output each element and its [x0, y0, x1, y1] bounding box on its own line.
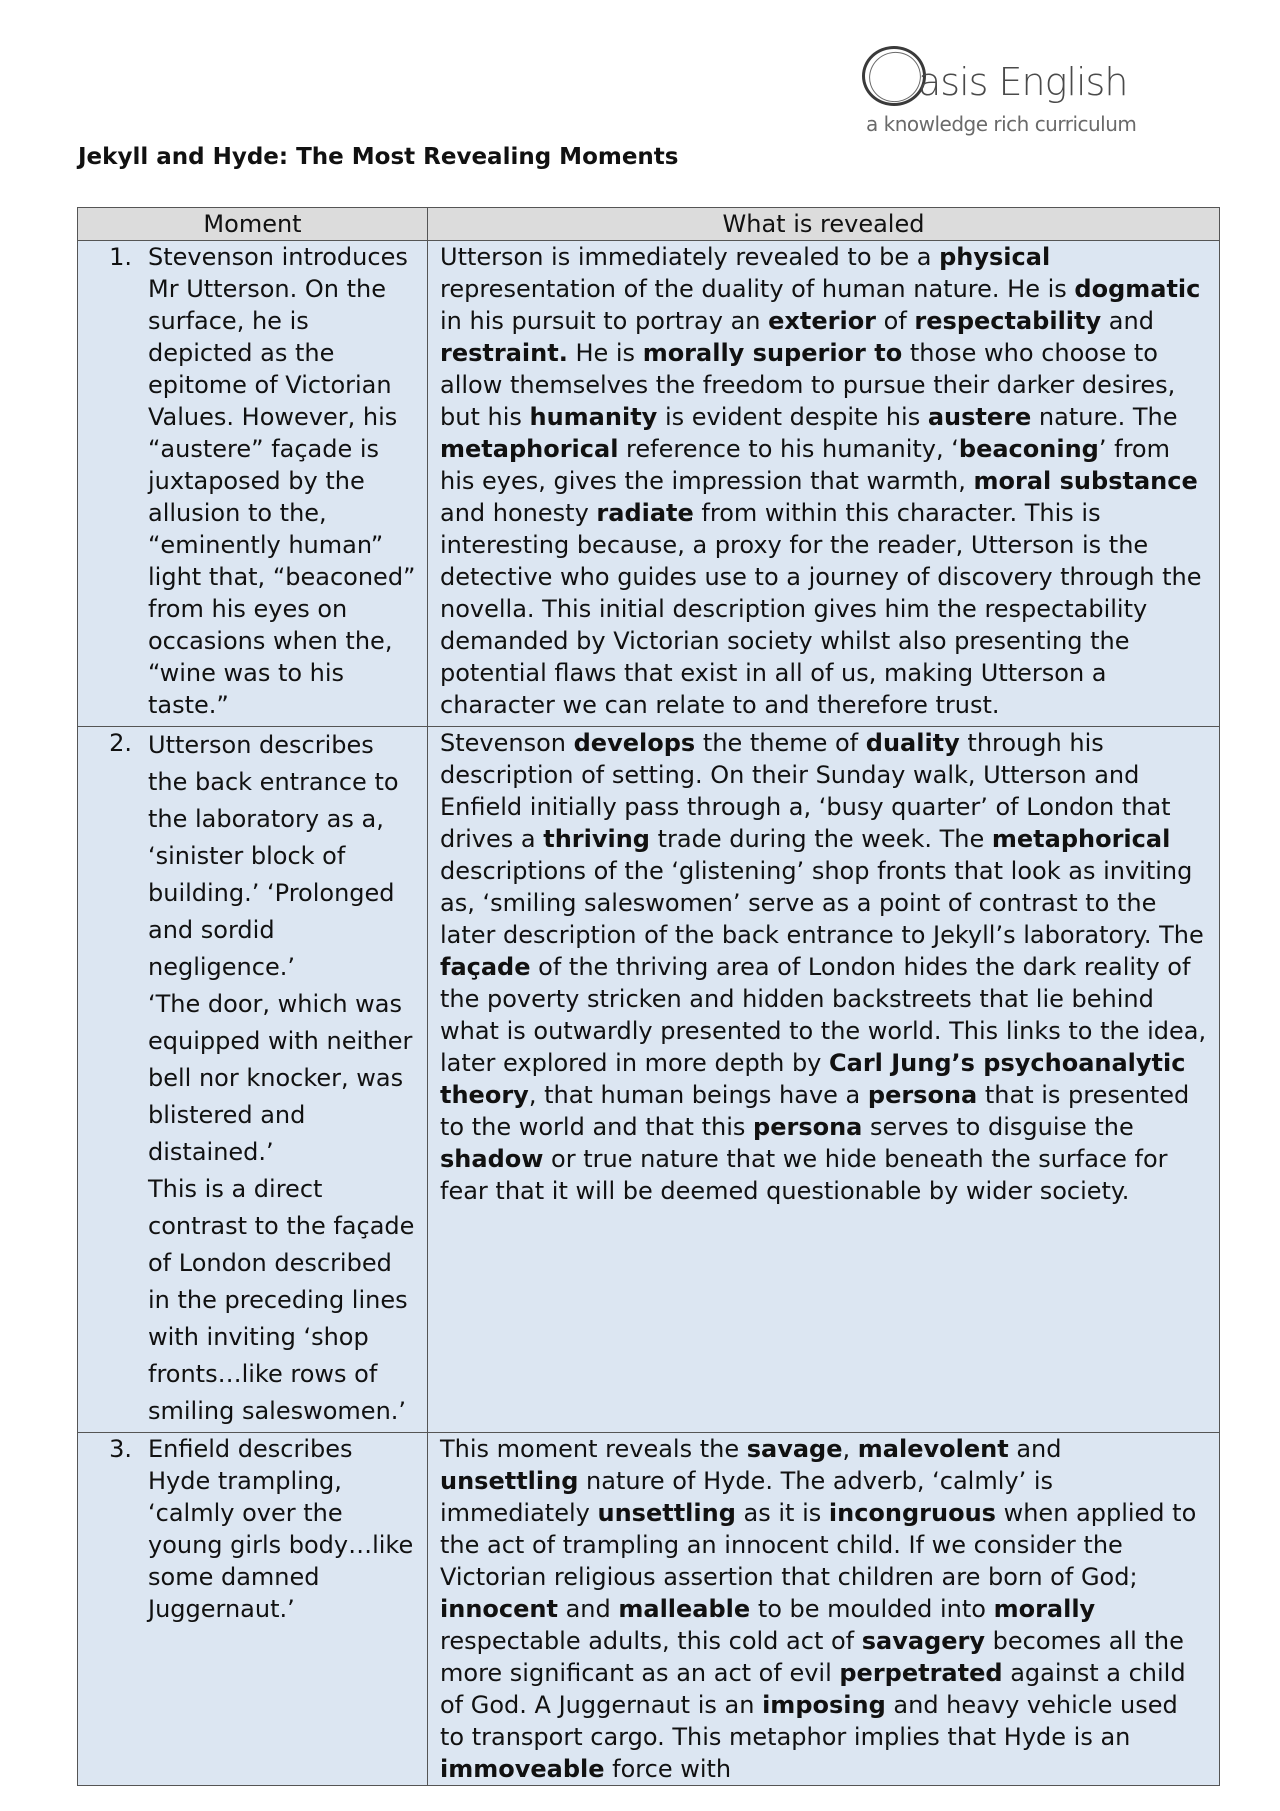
- revealed-text: [428, 241, 1219, 721]
- column-header-moment: Moment: [78, 208, 428, 241]
- moment-text: [148, 241, 419, 721]
- text-run: nature of Hyde. The adverb, ‘calmly’ is immediately: [440, 1467, 1053, 1527]
- emphasized-term: unsettling: [597, 1499, 736, 1527]
- text-run: and: [1101, 307, 1154, 335]
- emphasized-term: dogmatic: [1074, 275, 1201, 303]
- moment-number: 1.: [109, 243, 132, 271]
- moment-cell: [78, 241, 428, 727]
- text-run: serves to disguise the: [862, 1113, 1134, 1141]
- text-run: and honesty: [440, 499, 597, 527]
- emphasized-term: persona: [867, 1081, 978, 1109]
- text-run: the theme of: [695, 729, 866, 757]
- text-run: descriptions of the ‘glistening’ shop fronts that look as inviting as, ‘smiling saleswomen’ serve as a point of contrast to the later description of the back entrance to Jekyll’s laboratory. The: [440, 857, 1204, 949]
- emphasized-term: morally: [993, 1595, 1096, 1623]
- emphasized-term: morally superior to: [642, 339, 903, 367]
- emphasized-term: duality: [865, 729, 960, 757]
- text-run: Utterson is immediately revealed to be a: [440, 243, 940, 271]
- emphasized-term: façade: [440, 953, 531, 981]
- page-title: Jekyll and Hyde: The Most Revealing Moments: [78, 144, 679, 170]
- moment-number: 3.: [109, 1435, 132, 1463]
- emphasized-term: innocent: [440, 1595, 558, 1623]
- moment-text: [148, 727, 419, 1430]
- emphasized-term: persona: [753, 1113, 863, 1141]
- emphasized-term: austere: [927, 403, 1032, 431]
- text-run: becomes all the more significant as an act of evil: [440, 1627, 1184, 1687]
- moment-text: [148, 1433, 419, 1625]
- text-run: and: [557, 1595, 619, 1623]
- emphasized-term: shadow: [440, 1145, 544, 1173]
- text-run: when applied to the act of trampling an innocent child. If we consider the Victorian religious assertion that children are born of God;: [440, 1499, 1197, 1591]
- emphasized-term: unsettling: [440, 1467, 579, 1495]
- moment-paragraph: ‘The door, which was equipped with neither bell nor knocker, was blistered and distained.’: [148, 990, 413, 1166]
- moment-number: 2.: [109, 729, 132, 757]
- text-run: ’ from his eyes, gives the impression that warmth,: [440, 435, 1170, 495]
- emphasized-term: develops: [573, 729, 696, 757]
- text-run: He is: [567, 339, 643, 367]
- column-header-what-is-revealed: What is revealed: [428, 208, 1220, 241]
- text-run: trade during the week. The: [649, 825, 992, 853]
- emphasized-term: exterior: [768, 307, 877, 335]
- emphasized-term: physical: [939, 243, 1051, 271]
- revealed-cell: [428, 1433, 1220, 1786]
- text-run: to be moulded into: [750, 1595, 994, 1623]
- table-header-row: [78, 208, 1220, 241]
- emphasized-term: radiate: [596, 499, 694, 527]
- table-row: [78, 1433, 1220, 1786]
- text-run: of the thriving area of London hides the dark reality of the poverty stricken and hidden backstreets that lie behind what is outwardly presented to the world. This links to the idea, later explored in more depth by: [440, 953, 1207, 1077]
- revealed-cell: [428, 727, 1220, 1433]
- emphasized-term: restraint.: [440, 339, 568, 367]
- emphasized-term: thriving: [543, 825, 650, 853]
- text-run: representation of the duality of human nature. He is: [440, 275, 1075, 303]
- logo-o-ring-icon: [862, 46, 926, 106]
- text-run: and: [1008, 1435, 1062, 1463]
- text-run: in his pursuit to portray an: [440, 307, 769, 335]
- text-run: is evident despite his: [657, 403, 928, 431]
- text-run: force with: [604, 1755, 732, 1783]
- text-run: Stevenson: [440, 729, 574, 757]
- moment-cell: [78, 1433, 428, 1786]
- emphasized-term: savage: [746, 1435, 843, 1463]
- emphasized-term: incongruous: [828, 1499, 996, 1527]
- text-run: and heavy vehicle used to transport cargo. This metaphor implies that Hyde is an: [440, 1691, 1178, 1751]
- text-run: , that human beings have a: [528, 1081, 868, 1109]
- emphasized-term: moral substance: [973, 467, 1198, 495]
- oasis-english-logo: [858, 40, 1138, 150]
- moment-paragraph: Stevenson introduces Mr Utterson. On the surface, he is depicted as the epitome of Victorian Values. However, his “austere” façade is juxtaposed by the allusion to the, “eminently human” light that, “beaconed” from his eyes on occasions when the, “wine was to his taste.”: [148, 243, 416, 719]
- text-run: nature. The: [1031, 403, 1178, 431]
- moment-paragraph: Utterson describes the back entrance to the laboratory as a, ‘sinister block of building.’ ‘Prolonged and sordid negligence.’: [148, 731, 399, 981]
- revealed-text: [428, 727, 1219, 1207]
- text-run: as it is: [735, 1499, 829, 1527]
- text-run: This moment reveals the: [440, 1435, 747, 1463]
- emphasized-term: immoveable: [440, 1755, 605, 1783]
- emphasized-term: savagery: [861, 1627, 986, 1655]
- emphasized-term: humanity: [529, 403, 658, 431]
- moments-table: [77, 207, 1220, 1786]
- moment-paragraph: Enfield describes Hyde trampling, ‘calmly over the young girls body…like some damned Juggernaut.’: [148, 1435, 414, 1623]
- text-run: against a child of God. A Juggernaut is an: [440, 1659, 1186, 1719]
- text-run: or true nature that we hide beneath the surface for fear that it will be deemed questionable by wider society.: [440, 1145, 1168, 1205]
- emphasized-term: respectability: [914, 307, 1102, 335]
- emphasized-term: Carl Jung’s psychoanalytic theory: [440, 1049, 1186, 1109]
- emphasized-term: beaconing: [958, 435, 1099, 463]
- text-run: that is presented to the world and that this: [440, 1081, 1190, 1141]
- revealed-cell: [428, 241, 1220, 727]
- moment-paragraph: This is a direct contrast to the façade of London described in the preceding lines with inviting ‘shop fronts…like rows of smiling saleswomen.’: [148, 1175, 415, 1425]
- text-run: reference to his humanity, ‘: [618, 435, 959, 463]
- emphasized-term: perpetrated: [839, 1659, 1003, 1687]
- text-run: ,: [842, 1435, 858, 1463]
- table-row: [78, 241, 1220, 727]
- moment-cell: [78, 727, 428, 1433]
- text-run: of: [876, 307, 915, 335]
- text-run: from within this character. This is interesting because, a proxy for the reader, Utterson is the detective who guides use to a journey of discovery through the novella. This initial description gives him the respectability demanded by Victorian society whilst also presenting the potential flaws that exist in all of us, making Utterson a character we can relate to and therefore trust.: [440, 499, 1202, 719]
- emphasized-term: metaphorical: [440, 435, 619, 463]
- emphasized-term: imposing: [762, 1691, 886, 1719]
- emphasized-term: malevolent: [857, 1435, 1009, 1463]
- text-run: respectable adults, this cold act of: [440, 1627, 862, 1655]
- table-row: [78, 727, 1220, 1433]
- text-run: through his description of setting. On their Sunday walk, Utterson and Enfield initially pass through a, ‘busy quarter’ of London that drives a: [440, 729, 1171, 853]
- logo-wordmark: asis English: [918, 60, 1128, 104]
- logo-tagline: a knowledge rich curriculum: [866, 112, 1137, 136]
- revealed-text: [428, 1433, 1219, 1785]
- text-run: those who choose to allow themselves the freedom to pursue their darker desires, but his: [440, 339, 1176, 431]
- emphasized-term: malleable: [618, 1595, 751, 1623]
- emphasized-term: metaphorical: [991, 825, 1171, 853]
